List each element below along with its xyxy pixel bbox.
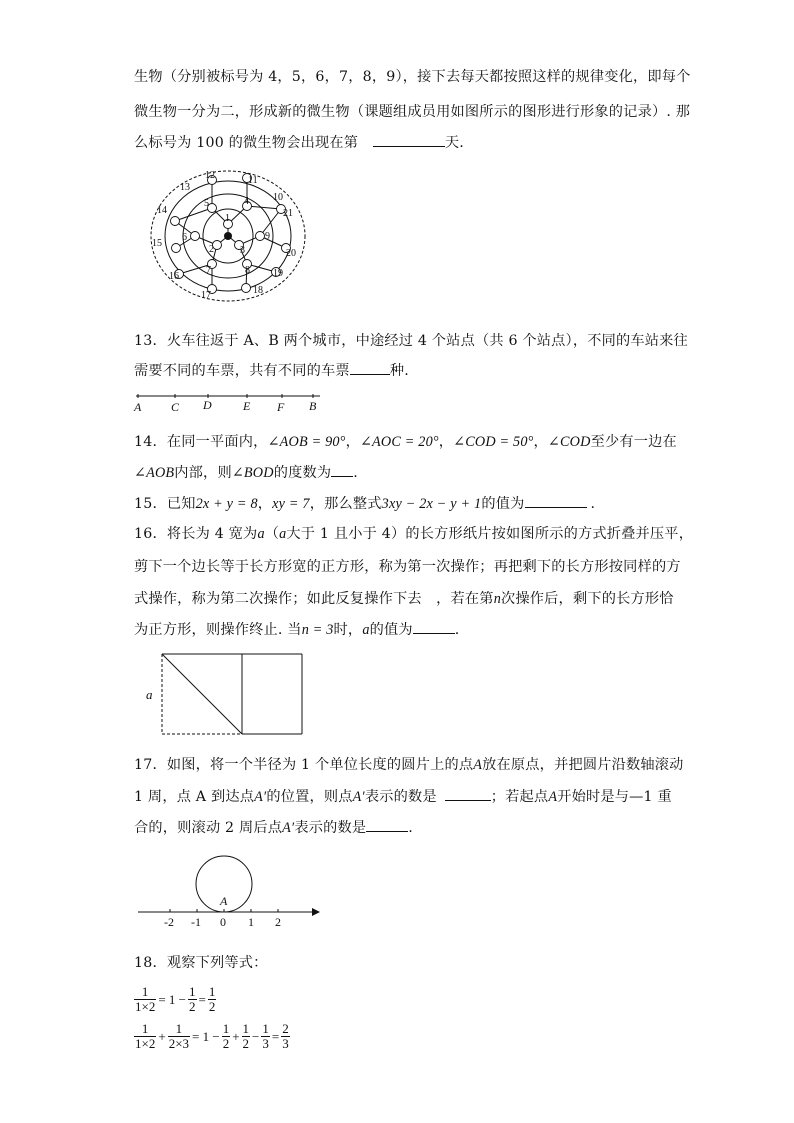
tick-2: 2 [275, 915, 281, 929]
den: 3 [282, 1036, 289, 1052]
q17-t1: 17．如图，将一个半径为 1 个单位长度的圆片上的点 [134, 757, 474, 773]
q14-text-d: 的度数为 [273, 465, 332, 481]
q15-end: . [590, 496, 596, 512]
q15-lead: 15．已知 [134, 496, 196, 512]
q14-cod: ∠COD = 50° [453, 434, 534, 450]
op: = 1 − [192, 1028, 220, 1044]
num: 1 [242, 1021, 250, 1036]
q13-line-2 [134, 360, 409, 380]
node-label-6: 6 [182, 232, 187, 243]
q14-answer-blank[interactable] [331, 476, 353, 477]
q12-line-3-text: 么标号为 100 的微生物会出现在第 [134, 135, 359, 151]
q17-t7: 开始时是与—1 重 [557, 789, 672, 805]
folding-rectangle-diagram [140, 650, 310, 740]
num: 1 [222, 1021, 230, 1036]
q16-line-3 [134, 588, 674, 608]
op: − [252, 1028, 260, 1044]
station-A: A [134, 400, 142, 414]
q14-text-b: 至少有一边在 [590, 434, 677, 450]
q17-t9: 表示的数是 [294, 820, 367, 836]
node-label-7: 7 [206, 265, 211, 276]
frac [261, 1022, 270, 1052]
q17-line-2 [134, 786, 672, 806]
q15-mid: ，那么整式 [309, 496, 382, 512]
tick-1: 1 [248, 915, 254, 929]
q17-A1: A [473, 757, 483, 773]
frac [281, 1022, 290, 1052]
q17-answer-blank-1[interactable] [445, 800, 491, 801]
node-label-3: 3 [240, 245, 245, 256]
node-label-1: 1 [225, 213, 230, 224]
q12-line-1: 生物（分别被标号为 4，5，6，7，8，9），接下去每天都按照这样的规律变化，即每个 [134, 69, 691, 85]
q13-line-2-text: 需要不同的车票，共有不同的车票 [134, 363, 350, 379]
frac [134, 985, 156, 1015]
q16-t5: 次操作后，剩下的长方形恰 [501, 591, 674, 607]
q13-line-2-end: 种. [389, 363, 409, 379]
q15-answer-blank[interactable] [525, 507, 587, 508]
q16-n1: n [493, 591, 501, 607]
q17-t4: 的位置，则点 [266, 789, 353, 805]
node-label-17: 17 [201, 290, 211, 301]
q17-t6: ；若起点 [490, 789, 549, 805]
q16-t9: . [454, 622, 460, 638]
q18-equation-1 [134, 985, 216, 1015]
rolling-circle-number-line [134, 852, 324, 932]
q15-tail: 的值为 [481, 496, 525, 512]
num: 1 [134, 985, 156, 1000]
q16-t2: （ [264, 526, 280, 542]
node-label-21: 21 [283, 208, 293, 219]
num: 2 [282, 1021, 289, 1036]
q17-t3: 1 周，点 A 到达点 [134, 789, 255, 805]
q16-t1: 16．将长为 4 宽为 [134, 526, 258, 542]
tick-minus1: -1 [191, 915, 201, 929]
node-label-14: 14 [157, 205, 167, 216]
node-label-20: 20 [286, 248, 296, 259]
q16-t7: 时， [333, 622, 363, 638]
q16-line-4 [134, 619, 460, 639]
q17-A2: A′ [254, 789, 267, 805]
q17-t10: . [408, 820, 413, 836]
q15-line [134, 493, 595, 513]
q14-text-a: 14．在同一平面内， [134, 434, 268, 450]
q15-sep: ， [257, 496, 273, 512]
node-label-8: 8 [245, 265, 250, 276]
den: 2×3 [168, 1036, 190, 1052]
q14-text-e: . [353, 465, 358, 481]
frac [188, 985, 197, 1015]
den: 3 [262, 1036, 269, 1052]
node-label-16: 16 [169, 271, 179, 282]
node-label-9: 9 [265, 231, 270, 242]
q18-equation-2 [134, 1022, 290, 1052]
q12-line-2: 微生物一分为二，形成新的微生物（课题组成员用如图所示的图形进行形象的记录）. 那 [134, 104, 691, 120]
station-E: E [243, 399, 251, 413]
node-label-5: 5 [204, 198, 209, 209]
q16-a3: a [362, 622, 370, 638]
q17-A3: A′ [352, 789, 365, 805]
q17-A4: A [548, 789, 558, 805]
op: + [232, 1028, 240, 1044]
den: 2 [222, 1036, 230, 1052]
op: = 1 − [158, 991, 187, 1007]
q16-t8: 的值为 [369, 622, 413, 638]
q14-text-c: 内部，则 [174, 465, 232, 481]
q15-expr: 3xy − 2x − y + 1 [381, 496, 482, 512]
q17-t5: 表示的数是 [364, 789, 437, 805]
node-label-12: 12 [205, 170, 215, 181]
q16-t4: 式操作，称为第二次操作；如此反复操作下去 ，若在第 [134, 591, 494, 607]
node-label-13: 13 [180, 182, 190, 193]
q14-sep-3: ， [533, 434, 548, 450]
node-label-10: 10 [273, 192, 283, 203]
q15-eq1: 2x + y = 8 [195, 496, 258, 512]
frac [222, 1022, 231, 1052]
station-F: F [277, 400, 285, 414]
frac [168, 1022, 190, 1052]
q12-answer-blank[interactable] [373, 146, 445, 147]
q15-eq2: xy = 7 [272, 496, 310, 512]
node-label-4: 4 [244, 196, 249, 207]
q16-t6: 为正方形，则操作终止. 当 [134, 622, 302, 638]
q16-answer-blank[interactable] [413, 633, 455, 634]
q17-line-1 [134, 754, 684, 774]
q12-line-3 [134, 132, 464, 152]
q16-line-1 [134, 523, 693, 543]
den: 2 [242, 1036, 250, 1052]
node-label-15: 15 [152, 238, 162, 249]
num: 1 [262, 1021, 269, 1036]
q16-t3: 大于 1 且小于 4）的长方形纸片按如图所示的方式折叠并压平， [286, 526, 694, 542]
q14-line-2 [134, 462, 358, 482]
q14-aob: ∠AOB = 90° [267, 434, 346, 450]
station-B: B [309, 399, 317, 413]
den: 2 [189, 999, 196, 1015]
node-label-2: 2 [209, 244, 214, 255]
q14-line-1 [134, 431, 677, 451]
microbe-circle-diagram [148, 166, 310, 304]
q13-line-1: 13．火车往返于 A、B 两个城市，中途经过 4 个站点（共 6 个站点），不同的车站来往 [134, 333, 688, 349]
q17-t8: 合的，则滚动 2 周后点 [134, 820, 283, 836]
q17-A5: A′ [282, 820, 295, 836]
q14-cod-2: ∠COD [547, 434, 591, 450]
width-label-a: a [146, 687, 153, 702]
tick-minus2: -2 [164, 915, 174, 929]
frac [242, 1022, 251, 1052]
point-A-label: A [220, 894, 228, 908]
op: + [158, 1028, 166, 1044]
num: 1 [189, 984, 196, 999]
node-label-19: 19 [273, 268, 283, 279]
op: = [198, 991, 206, 1007]
den: 1×2 [135, 1036, 156, 1052]
frac [134, 1022, 156, 1052]
den: 1×2 [135, 999, 156, 1015]
station-C: C [171, 400, 180, 414]
num: 1 [208, 984, 216, 999]
q16-a2: a [279, 526, 287, 542]
q14-sep-2: ， [438, 434, 454, 450]
num: 1 [168, 1022, 190, 1037]
q16-a1: a [257, 526, 265, 542]
station-line-diagram [130, 390, 330, 416]
q13-answer-blank[interactable] [350, 374, 390, 375]
q17-t2: 放在原点，并把圆片沿数轴滚动 [482, 757, 684, 773]
q14-sep-1: ， [345, 434, 360, 450]
num: 1 [134, 1022, 156, 1037]
q14-aob-2: ∠AOB [134, 465, 175, 481]
q18-line-1: 18．观察下列等式： [134, 955, 268, 971]
node-label-18: 18 [253, 285, 263, 296]
node-label-11: 11 [248, 175, 258, 186]
q16-line-2: 剪下一个边长等于长方形宽的正方形，称为第一次操作；再把剩下的长方形按同样的方 [134, 559, 681, 575]
q14-aoc: ∠AOC = 20° [359, 434, 439, 450]
q14-bod: ∠BOD [231, 465, 274, 481]
station-D: D [203, 398, 212, 412]
q17-answer-blank-2[interactable] [366, 831, 408, 832]
q17-line-3 [134, 817, 413, 837]
q16-n-eq: n = 3 [301, 622, 334, 638]
tick-0: 0 [220, 915, 226, 929]
den: 2 [208, 999, 216, 1015]
q12-line-3-end: 天. [444, 135, 464, 151]
frac [208, 985, 217, 1015]
op: = [271, 1028, 280, 1044]
